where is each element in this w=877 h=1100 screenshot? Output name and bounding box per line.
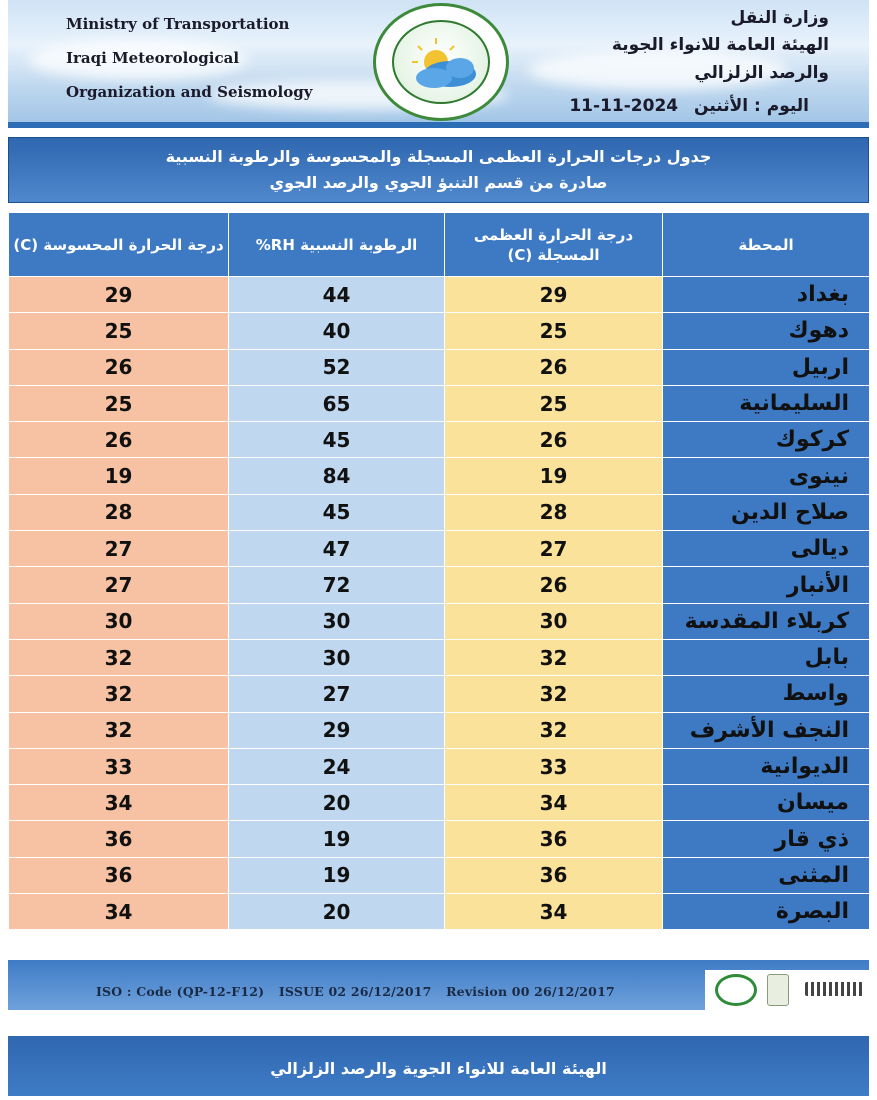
- table-row: [9, 676, 870, 712]
- header-humidity: الرطوبة النسبية RH%: [229, 213, 445, 277]
- header-feels-like: درجة الحرارة المحسوسة (C): [9, 213, 229, 277]
- table-row: [9, 349, 870, 385]
- station-name-cell: الأنبار: [663, 567, 870, 603]
- table-row: [9, 748, 870, 784]
- certification-seal-icon: [715, 974, 757, 1006]
- humidity-cell: 20: [229, 894, 445, 930]
- station-name-cell: ذي قار: [663, 821, 870, 857]
- humidity-cell: 44: [229, 277, 445, 313]
- table-row: [9, 712, 870, 748]
- station-name-cell: الديوانية: [663, 748, 870, 784]
- organization-name-en-line2: Organization and Seismology: [66, 83, 313, 101]
- header-station: المحطة: [663, 213, 870, 277]
- max-temp-cell: 26: [445, 349, 663, 385]
- iso-info: [96, 984, 625, 999]
- iso-issue: ISSUE 02 26/12/2017: [278, 984, 432, 999]
- organization-name-en-line1: Iraqi Meteorological: [66, 49, 240, 67]
- humidity-cell: 24: [229, 748, 445, 784]
- station-name-cell: كربلاء المقدسة: [663, 603, 870, 639]
- humidity-cell: 19: [229, 821, 445, 857]
- max-temp-cell: 30: [445, 603, 663, 639]
- organization-logo: [373, 3, 509, 121]
- report-date: [559, 96, 809, 116]
- title-line2: صادرة من قسم التنبؤ الجوي والرصد الجوي: [269, 173, 608, 192]
- max-temp-cell: 32: [445, 712, 663, 748]
- table-body: [9, 277, 870, 930]
- humidity-cell: 84: [229, 458, 445, 494]
- feels-like-cell: 33: [9, 748, 229, 784]
- logo-emblem: [392, 20, 490, 104]
- sun-cloud-icon: [394, 22, 490, 104]
- feels-like-cell: 34: [9, 785, 229, 821]
- header-divider: [8, 122, 869, 128]
- certification-badge-icon: [767, 974, 789, 1006]
- table-row: [9, 385, 870, 421]
- table-row: [9, 857, 870, 893]
- title-line1: جدول درجات الحرارة العظمى المسجلة والمحسوسة والرطوبة النسبية: [165, 147, 712, 166]
- feels-like-cell: 28: [9, 494, 229, 530]
- feels-like-cell: 32: [9, 639, 229, 675]
- humidity-cell: 52: [229, 349, 445, 385]
- feels-like-cell: 34: [9, 894, 229, 930]
- table-row: [9, 567, 870, 603]
- table-header-row: [9, 213, 870, 277]
- max-temp-cell: 25: [445, 313, 663, 349]
- humidity-cell: 47: [229, 531, 445, 567]
- certification-logos: [705, 970, 869, 1010]
- weather-table: [8, 212, 870, 930]
- table-row: [9, 894, 870, 930]
- feels-like-cell: 27: [9, 531, 229, 567]
- day-label: اليوم : الأثنين: [694, 96, 809, 116]
- station-name-cell: النجف الأشرف: [663, 712, 870, 748]
- ministry-name-en: Ministry of Transportation: [66, 15, 290, 33]
- feels-like-cell: 25: [9, 385, 229, 421]
- max-temp-cell: 34: [445, 894, 663, 930]
- station-name-cell: واسط: [663, 676, 870, 712]
- max-temp-cell: 25: [445, 385, 663, 421]
- table-row: [9, 313, 870, 349]
- header-max-temp: درجة الحرارة العظمى المسجلة (C): [445, 213, 663, 277]
- humidity-cell: 30: [229, 639, 445, 675]
- ministry-name-ar: وزارة النقل: [730, 8, 829, 28]
- max-temp-cell: 26: [445, 567, 663, 603]
- max-temp-cell: 34: [445, 785, 663, 821]
- page-footer: الهيئة العامة للانواء الجوية والرصد الزلزالي: [8, 1036, 869, 1096]
- humidity-cell: 30: [229, 603, 445, 639]
- station-name-cell: بغداد: [663, 277, 870, 313]
- feels-like-cell: 29: [9, 277, 229, 313]
- max-temp-cell: 32: [445, 639, 663, 675]
- station-name-cell: ميسان: [663, 785, 870, 821]
- humidity-cell: 72: [229, 567, 445, 603]
- station-name-cell: اربيل: [663, 349, 870, 385]
- feels-like-cell: 27: [9, 567, 229, 603]
- table-row: [9, 494, 870, 530]
- table-title: [8, 137, 869, 203]
- max-temp-cell: 26: [445, 422, 663, 458]
- iso-code: ISO : Code (QP-12-F12): [96, 984, 265, 999]
- max-temp-cell: 29: [445, 277, 663, 313]
- humidity-cell: 65: [229, 385, 445, 421]
- iso-revision: Revision 00 26/12/2017: [446, 984, 615, 999]
- organization-name-ar-line1: الهيئة العامة للانواء الجوية: [611, 35, 829, 55]
- certification-mark-icon: [805, 982, 863, 996]
- station-name-cell: البصرة: [663, 894, 870, 930]
- feels-like-cell: 25: [9, 313, 229, 349]
- station-name-cell: صلاح الدين: [663, 494, 870, 530]
- max-temp-cell: 19: [445, 458, 663, 494]
- max-temp-cell: 36: [445, 821, 663, 857]
- humidity-cell: 19: [229, 857, 445, 893]
- max-temp-cell: 32: [445, 676, 663, 712]
- feels-like-cell: 36: [9, 857, 229, 893]
- station-name-cell: السليمانية: [663, 385, 870, 421]
- feels-like-cell: 26: [9, 349, 229, 385]
- max-temp-cell: 33: [445, 748, 663, 784]
- humidity-cell: 40: [229, 313, 445, 349]
- station-name-cell: المثنى: [663, 857, 870, 893]
- station-name-cell: ديالى: [663, 531, 870, 567]
- max-temp-cell: 28: [445, 494, 663, 530]
- feels-like-cell: 30: [9, 603, 229, 639]
- max-temp-cell: 27: [445, 531, 663, 567]
- humidity-cell: 45: [229, 422, 445, 458]
- station-name-cell: كركوك: [663, 422, 870, 458]
- table-row: [9, 821, 870, 857]
- table-row: [9, 603, 870, 639]
- station-name-cell: دهوك: [663, 313, 870, 349]
- humidity-cell: 45: [229, 494, 445, 530]
- table-row: [9, 277, 870, 313]
- max-temp-cell: 36: [445, 857, 663, 893]
- station-name-cell: بابل: [663, 639, 870, 675]
- humidity-cell: 29: [229, 712, 445, 748]
- humidity-cell: 20: [229, 785, 445, 821]
- table-row: [9, 422, 870, 458]
- table-row: [9, 785, 870, 821]
- table-row: [9, 458, 870, 494]
- feels-like-cell: 19: [9, 458, 229, 494]
- date-value: 2024-11-11: [569, 96, 679, 116]
- table-row: [9, 639, 870, 675]
- table-row: [9, 531, 870, 567]
- feels-like-cell: 26: [9, 422, 229, 458]
- feels-like-cell: 32: [9, 676, 229, 712]
- feels-like-cell: 32: [9, 712, 229, 748]
- feels-like-cell: 36: [9, 821, 229, 857]
- station-name-cell: نينوى: [663, 458, 870, 494]
- organization-name-ar-line2: والرصد الزلزالي: [694, 63, 829, 83]
- humidity-cell: 27: [229, 676, 445, 712]
